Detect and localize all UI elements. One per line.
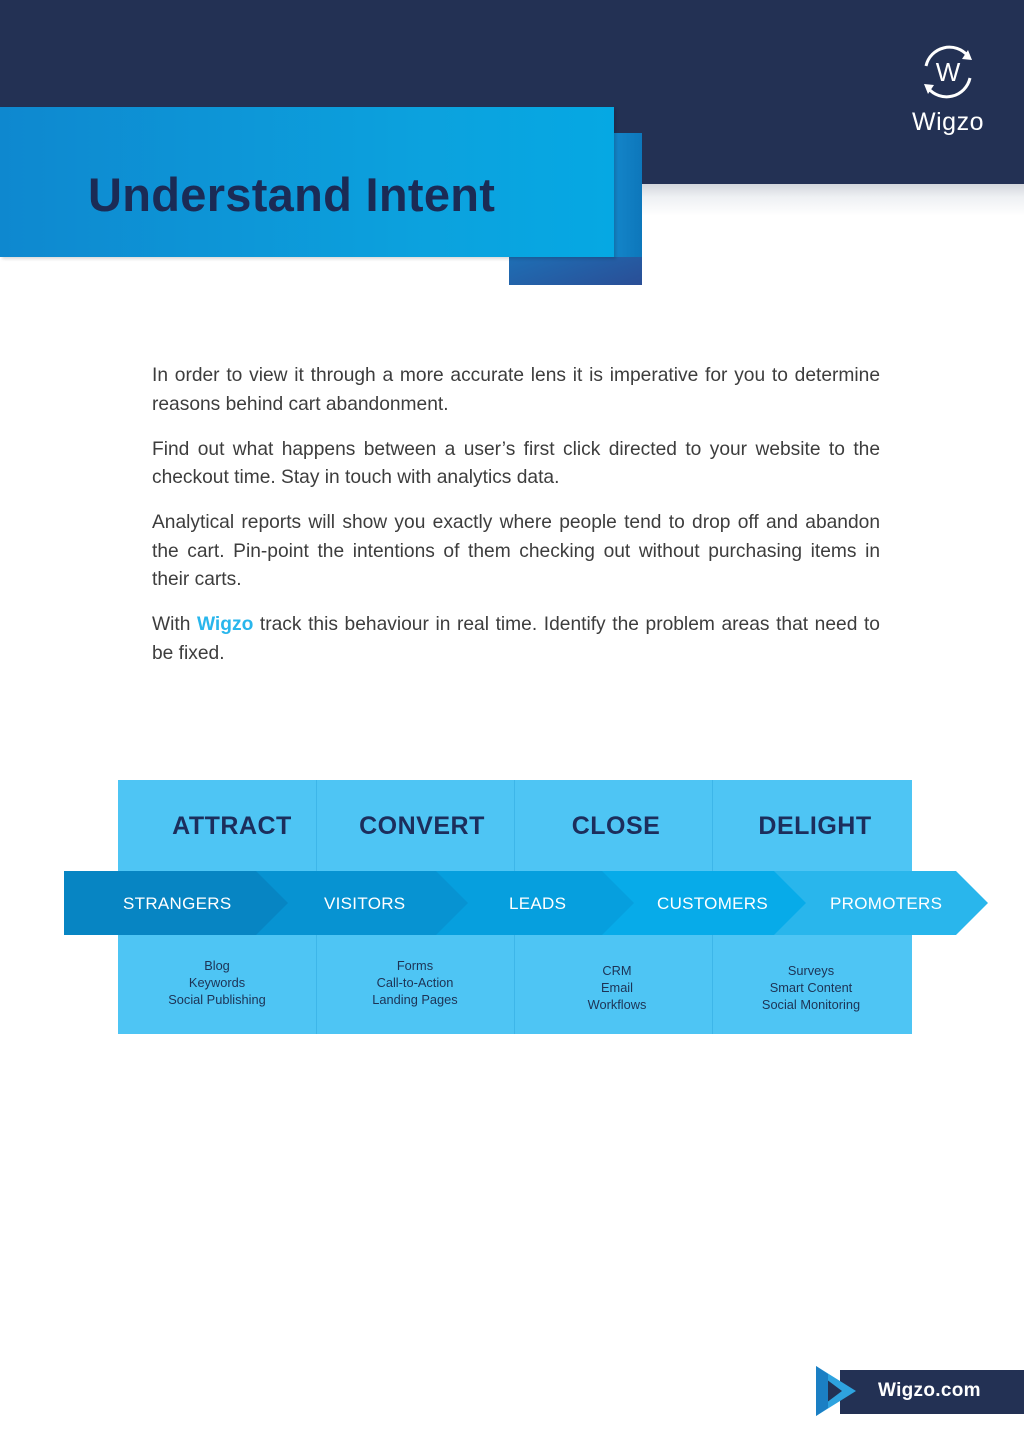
tool-item: Smart Content xyxy=(769,980,853,995)
tool-item: Landing Pages xyxy=(372,992,458,1007)
wigzo-logo-icon xyxy=(916,40,980,104)
tool-item: Surveys xyxy=(787,963,835,978)
paragraph: Find out what happens between a user’s first click directed to your website to the checkout time. Stay in touch with analytics data. xyxy=(152,438,880,488)
tool-item: Keywords xyxy=(188,975,246,990)
paragraph xyxy=(152,611,880,668)
audience-leads: LEADS xyxy=(509,894,567,913)
paragraph: Analytical reports will show you exactly where people tend to drop off and abandon the cart. Pin-point the intentions of them checking out without purchasing items in their carts. xyxy=(152,512,880,590)
stage-delight: DELIGHT xyxy=(758,812,872,840)
wigzo-logo[interactable] xyxy=(898,40,998,140)
tool-item: Call-to-Action xyxy=(376,975,454,990)
chevron-right-icon xyxy=(816,1366,860,1416)
footer-website-badge[interactable] xyxy=(816,1366,1024,1416)
tool-item: Forms xyxy=(396,958,434,973)
logo-letter: W xyxy=(935,57,961,87)
tools-delight xyxy=(712,962,910,1013)
logo-wordmark: Wigzo xyxy=(912,108,984,136)
page-title: Understand Intent xyxy=(88,168,496,221)
stage-attract: ATTRACT xyxy=(172,812,292,840)
audience-promoters: PROMOTERS xyxy=(830,894,943,913)
stage-close: CLOSE xyxy=(571,812,661,840)
tool-item: Social Monitoring xyxy=(761,997,861,1012)
paragraph: In order to view it through a more accurate lens it is imperative for you to determine reasons behind cart abandonment. xyxy=(152,365,880,415)
tools-attract xyxy=(118,957,316,1008)
tool-item: CRM xyxy=(602,963,632,978)
audience-strangers: STRANGERS xyxy=(123,894,232,913)
body-text xyxy=(152,362,880,685)
paragraph-prefix: With xyxy=(152,614,197,635)
paragraph-suffix: track this behaviour in real time. Identify the problem areas that need to be fixed. xyxy=(152,614,880,664)
audience-visitors: VISITORS xyxy=(324,894,406,913)
tool-item: Social Publishing xyxy=(168,992,266,1007)
tool-item: Blog xyxy=(204,958,230,973)
tools-close xyxy=(518,962,716,1013)
website-link[interactable]: Wigzo.com xyxy=(878,1380,981,1401)
ribbon-fold xyxy=(509,257,642,285)
stage-convert: CONVERT xyxy=(359,812,485,840)
tool-item: Workflows xyxy=(587,997,647,1012)
audience-customers: CUSTOMERS xyxy=(657,894,769,913)
brand-mention: Wigzo xyxy=(196,614,254,635)
tools-convert xyxy=(316,957,514,1008)
tool-item: Email xyxy=(601,980,633,995)
